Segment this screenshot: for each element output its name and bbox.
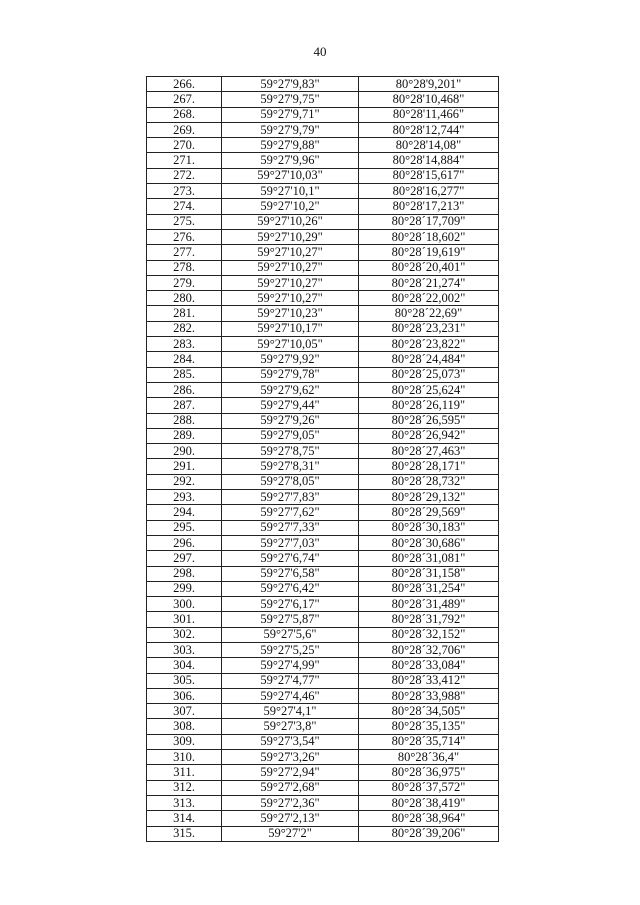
table-row — [147, 581, 499, 596]
table-row — [147, 551, 499, 566]
point-number-cell: 303. — [147, 642, 222, 657]
latitude-cell: 59°27'10,2" — [222, 199, 359, 214]
point-number-cell: 283. — [147, 337, 222, 352]
latitude-cell: 59°27'10,17" — [222, 321, 359, 336]
table-row — [147, 382, 499, 397]
point-number-cell: 302. — [147, 627, 222, 642]
point-number-cell: 304. — [147, 658, 222, 673]
point-number-cell: 280. — [147, 291, 222, 306]
table-row — [147, 275, 499, 290]
latitude-cell: 59°27'7,33" — [222, 520, 359, 535]
table-row — [147, 245, 499, 260]
latitude-cell: 59°27'9,75" — [222, 92, 359, 107]
table-row — [147, 413, 499, 428]
latitude-cell: 59°27'10,27" — [222, 245, 359, 260]
point-number-cell: 305. — [147, 673, 222, 688]
table-row — [147, 505, 499, 520]
table-row — [147, 77, 499, 92]
table-row — [147, 490, 499, 505]
point-number-cell: 296. — [147, 535, 222, 550]
latitude-cell: 59°27'7,62" — [222, 505, 359, 520]
latitude-cell: 59°27'4,1" — [222, 704, 359, 719]
latitude-cell: 59°27'8,31" — [222, 459, 359, 474]
coordinates-table-body — [147, 77, 499, 842]
point-number-cell: 306. — [147, 688, 222, 703]
table-row — [147, 750, 499, 765]
point-number-cell: 294. — [147, 505, 222, 520]
point-number-cell: 266. — [147, 77, 222, 92]
longitude-cell: 80°28´31,081" — [359, 551, 499, 566]
longitude-cell: 80°28'16,277" — [359, 184, 499, 199]
longitude-cell: 80°28´18,602" — [359, 229, 499, 244]
point-number-cell: 289. — [147, 428, 222, 443]
latitude-cell: 59°27'9,88" — [222, 138, 359, 153]
point-number-cell: 290. — [147, 444, 222, 459]
longitude-cell: 80°28´33,084" — [359, 658, 499, 673]
longitude-cell: 80°28´30,183" — [359, 520, 499, 535]
latitude-cell: 59°27'10,1" — [222, 184, 359, 199]
table-row — [147, 199, 499, 214]
point-number-cell: 291. — [147, 459, 222, 474]
table-row — [147, 306, 499, 321]
table-row — [147, 168, 499, 183]
longitude-cell: 80°28´35,714" — [359, 734, 499, 749]
coordinates-table — [146, 76, 499, 842]
longitude-cell: 80°28´39,206" — [359, 826, 499, 841]
latitude-cell: 59°27'9,26" — [222, 413, 359, 428]
latitude-cell: 59°27'4,99" — [222, 658, 359, 673]
point-number-cell: 268. — [147, 107, 222, 122]
latitude-cell: 59°27'6,58" — [222, 566, 359, 581]
longitude-cell: 80°28´21,274" — [359, 275, 499, 290]
table-row — [147, 260, 499, 275]
longitude-cell: 80°28'9,201" — [359, 77, 499, 92]
point-number-cell: 288. — [147, 413, 222, 428]
latitude-cell: 59°27'10,27" — [222, 275, 359, 290]
point-number-cell: 309. — [147, 734, 222, 749]
point-number-cell: 287. — [147, 398, 222, 413]
table-row — [147, 566, 499, 581]
point-number-cell: 272. — [147, 168, 222, 183]
table-row — [147, 138, 499, 153]
latitude-cell: 59°27'5,6" — [222, 627, 359, 642]
longitude-cell: 80°28´29,569" — [359, 505, 499, 520]
longitude-cell: 80°28'14,08" — [359, 138, 499, 153]
longitude-cell: 80°28´31,158" — [359, 566, 499, 581]
table-row — [147, 214, 499, 229]
point-number-cell: 315. — [147, 826, 222, 841]
longitude-cell: 80°28´33,412" — [359, 673, 499, 688]
table-row — [147, 673, 499, 688]
table-row — [147, 535, 499, 550]
latitude-cell: 59°27'9,92" — [222, 352, 359, 367]
latitude-cell: 59°27'4,46" — [222, 688, 359, 703]
table-row — [147, 398, 499, 413]
point-number-cell: 300. — [147, 597, 222, 612]
table-row — [147, 826, 499, 841]
table-row — [147, 780, 499, 795]
point-number-cell: 312. — [147, 780, 222, 795]
longitude-cell: 80°28'12,744" — [359, 122, 499, 137]
latitude-cell: 59°27'9,44" — [222, 398, 359, 413]
table-row — [147, 459, 499, 474]
longitude-cell: 80°28´28,732" — [359, 474, 499, 489]
latitude-cell: 59°27'2,13" — [222, 811, 359, 826]
latitude-cell: 59°27'10,23" — [222, 306, 359, 321]
latitude-cell: 59°27'8,05" — [222, 474, 359, 489]
longitude-cell: 80°28´31,254" — [359, 581, 499, 596]
longitude-cell: 80°28´37,572" — [359, 780, 499, 795]
table-row — [147, 704, 499, 719]
page-number: 40 — [313, 44, 327, 59]
point-number-cell: 267. — [147, 92, 222, 107]
point-number-cell: 278. — [147, 260, 222, 275]
point-number-cell: 297. — [147, 551, 222, 566]
longitude-cell: 80°28´38,419" — [359, 795, 499, 810]
latitude-cell: 59°27'6,17" — [222, 597, 359, 612]
latitude-cell: 59°27'10,26" — [222, 214, 359, 229]
point-number-cell: 274. — [147, 199, 222, 214]
latitude-cell: 59°27'9,96" — [222, 153, 359, 168]
point-number-cell: 269. — [147, 122, 222, 137]
table-row — [147, 337, 499, 352]
point-number-cell: 301. — [147, 612, 222, 627]
longitude-cell: 80°28'15,617" — [359, 168, 499, 183]
longitude-cell: 80°28'11,466" — [359, 107, 499, 122]
point-number-cell: 271. — [147, 153, 222, 168]
latitude-cell: 59°27'3,8" — [222, 719, 359, 734]
table-row — [147, 658, 499, 673]
longitude-cell: 80°28´24,484" — [359, 352, 499, 367]
table-row — [147, 642, 499, 657]
longitude-cell: 80°28´26,595" — [359, 413, 499, 428]
longitude-cell: 80°28´30,686" — [359, 535, 499, 550]
point-number-cell: 273. — [147, 184, 222, 199]
table-row — [147, 122, 499, 137]
point-number-cell: 286. — [147, 382, 222, 397]
point-number-cell: 281. — [147, 306, 222, 321]
table-row — [147, 153, 499, 168]
latitude-cell: 59°27'10,05" — [222, 337, 359, 352]
point-number-cell: 293. — [147, 490, 222, 505]
table-row — [147, 352, 499, 367]
latitude-cell: 59°27'10,29" — [222, 229, 359, 244]
table-row — [147, 107, 499, 122]
longitude-cell: 80°28´23,231" — [359, 321, 499, 336]
latitude-cell: 59°27'3,54" — [222, 734, 359, 749]
longitude-cell: 80°28´22,002" — [359, 291, 499, 306]
table-row — [147, 474, 499, 489]
point-number-cell: 282. — [147, 321, 222, 336]
latitude-cell: 59°27'2,36" — [222, 795, 359, 810]
latitude-cell: 59°27'5,87" — [222, 612, 359, 627]
longitude-cell: 80°28´19,619" — [359, 245, 499, 260]
latitude-cell: 59°27'4,77" — [222, 673, 359, 688]
latitude-cell: 59°27'2,68" — [222, 780, 359, 795]
latitude-cell: 59°27'9,71" — [222, 107, 359, 122]
longitude-cell: 80°28´22,69" — [359, 306, 499, 321]
table-row — [147, 184, 499, 199]
point-number-cell: 295. — [147, 520, 222, 535]
table-row — [147, 765, 499, 780]
point-number-cell: 311. — [147, 765, 222, 780]
table-row — [147, 795, 499, 810]
table-row — [147, 92, 499, 107]
longitude-cell: 80°28´34,505" — [359, 704, 499, 719]
point-number-cell: 298. — [147, 566, 222, 581]
latitude-cell: 59°27'9,05" — [222, 428, 359, 443]
point-number-cell: 276. — [147, 229, 222, 244]
longitude-cell: 80°28´38,964" — [359, 811, 499, 826]
table-row — [147, 444, 499, 459]
point-number-cell: 277. — [147, 245, 222, 260]
table-row — [147, 688, 499, 703]
latitude-cell: 59°27'8,75" — [222, 444, 359, 459]
point-number-cell: 308. — [147, 719, 222, 734]
point-number-cell: 275. — [147, 214, 222, 229]
longitude-cell: 80°28´36,4" — [359, 750, 499, 765]
table-row — [147, 367, 499, 382]
longitude-cell: 80°28'14,884" — [359, 153, 499, 168]
longitude-cell: 80°28´26,119" — [359, 398, 499, 413]
table-row — [147, 627, 499, 642]
point-number-cell: 299. — [147, 581, 222, 596]
table-row — [147, 291, 499, 306]
latitude-cell: 59°27'6,74" — [222, 551, 359, 566]
longitude-cell: 80°28´25,624" — [359, 382, 499, 397]
point-number-cell: 310. — [147, 750, 222, 765]
longitude-cell: 80°28´26,942" — [359, 428, 499, 443]
point-number-cell: 292. — [147, 474, 222, 489]
point-number-cell: 279. — [147, 275, 222, 290]
point-number-cell: 284. — [147, 352, 222, 367]
longitude-cell: 80°28'10,468" — [359, 92, 499, 107]
longitude-cell: 80°28´27,463" — [359, 444, 499, 459]
point-number-cell: 270. — [147, 138, 222, 153]
longitude-cell: 80°28´31,792" — [359, 612, 499, 627]
longitude-cell: 80°28´32,152" — [359, 627, 499, 642]
table-row — [147, 719, 499, 734]
latitude-cell: 59°27'7,83" — [222, 490, 359, 505]
latitude-cell: 59°27'6,42" — [222, 581, 359, 596]
latitude-cell: 59°27'10,27" — [222, 291, 359, 306]
longitude-cell: 80°28´29,132" — [359, 490, 499, 505]
table-row — [147, 520, 499, 535]
longitude-cell: 80°28´28,171" — [359, 459, 499, 474]
latitude-cell: 59°27'7,03" — [222, 535, 359, 550]
latitude-cell: 59°27'2" — [222, 826, 359, 841]
latitude-cell: 59°27'10,03" — [222, 168, 359, 183]
longitude-cell: 80°28´32,706" — [359, 642, 499, 657]
longitude-cell: 80°28´17,709" — [359, 214, 499, 229]
latitude-cell: 59°27'9,78" — [222, 367, 359, 382]
longitude-cell: 80°28´31,489" — [359, 597, 499, 612]
longitude-cell: 80°28´20,401" — [359, 260, 499, 275]
latitude-cell: 59°27'10,27" — [222, 260, 359, 275]
longitude-cell: 80°28´33,988" — [359, 688, 499, 703]
longitude-cell: 80°28´23,822" — [359, 337, 499, 352]
point-number-cell: 314. — [147, 811, 222, 826]
table-row — [147, 229, 499, 244]
latitude-cell: 59°27'9,79" — [222, 122, 359, 137]
latitude-cell: 59°27'2,94" — [222, 765, 359, 780]
latitude-cell: 59°27'3,26" — [222, 750, 359, 765]
latitude-cell: 59°27'9,83" — [222, 77, 359, 92]
point-number-cell: 285. — [147, 367, 222, 382]
table-row — [147, 428, 499, 443]
point-number-cell: 313. — [147, 795, 222, 810]
table-row — [147, 811, 499, 826]
table-row — [147, 612, 499, 627]
longitude-cell: 80°28´35,135" — [359, 719, 499, 734]
longitude-cell: 80°28´25,073" — [359, 367, 499, 382]
latitude-cell: 59°27'9,62" — [222, 382, 359, 397]
longitude-cell: 80°28´36,975" — [359, 765, 499, 780]
longitude-cell: 80°28'17,213" — [359, 199, 499, 214]
point-number-cell: 307. — [147, 704, 222, 719]
table-row — [147, 321, 499, 336]
latitude-cell: 59°27'5,25" — [222, 642, 359, 657]
table-row — [147, 734, 499, 749]
table-row — [147, 597, 499, 612]
